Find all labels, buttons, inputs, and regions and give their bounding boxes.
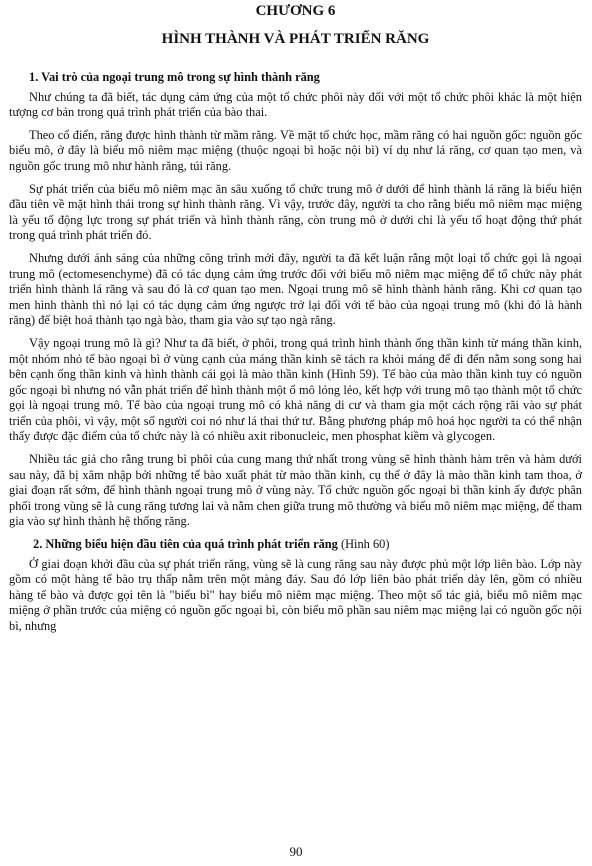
chapter-label: CHƯƠNG 6: [255, 3, 336, 19]
section-1-paragraph-1: Như chúng ta đã biết, tác dụng cảm ứng của một tổ chức phôi này đối với một tổ chức phôi khác là một hiện tượng cơ bản trong quá trình phát triển của bào thai.: [9, 89, 582, 120]
section-1-paragraph-6: Nhiều tác giả cho rằng trung bì phôi của cung mang thứ nhất trong vùng sẽ hình thành hàm trên và hàm dưới sau này, đã bị xâm nhập bởi những tế bào xuất phát từ mào thần kinh, cụ thể ở đây là mào thần kinh tam thoa, ở giai đoạn rất sớm, để hình thành ngoại trung mô ở vùng này. Tổ chức nguồn gốc ngoại bì thần kinh ấy được phân phối trong vùng sẽ là cung răng tương lai và nằm chen giữa trung mô thường và biểu mô niêm mạc miệng, để tham gia vào sự hình thành hệ thống răng.: [9, 452, 582, 529]
section-1-paragraph-5: Vậy ngoại trung mô là gì? Như ta đã biết, ở phôi, trong quá trình hình thành ống thần kinh từ máng thần kinh, một nhóm nhỏ tế bào ngoại bì ở vùng cạnh của máng thần kinh sẽ tách ra khỏi máng để đi đến nằm song song hai bên cạnh ống thần kinh và hình thành cái gọi là mào thần kinh (Hình 59). Tế bào của mào thần kinh tuy có nguồn gốc ngoại bì nhưng nó vẫn phát triển để hình thành một ổ mô lỏng lẻo, kết hợp với trung mô tạo thành một tổ chức gọi là ngoại trung mô. Tế bào của ngoại trung mô có khả năng di cư và tham gia một cách rộng rãi vào sự phát triển của phôi, vì vậy, một số người coi nó như lá thai thứ tư. Bằng phương pháp mô hoá học người ta có thể nhận thấy được đặc điểm của tổ chức này là có nhiều axit ribonucleic, men phosphat kiềm và glycogen.: [9, 335, 582, 444]
section-1-paragraph-2: Theo cổ điển, răng được hình thành từ mầm răng. Về mặt tổ chức học, mầm răng có hai nguồn gốc: nguồn gốc biểu mô, ở đây là biểu mô niêm mạc miệng (thuộc ngoại bì hoặc nội bì) ví dụ như lá răng, cơ quan tạo men, và nguồn gốc trung mô như hành răng, túi răng.: [9, 127, 582, 173]
page-number: 90: [289, 844, 303, 860]
section-1-heading: 1. Vai trò của ngoại trung mô trong sự hình thành răng: [29, 70, 320, 84]
chapter-title: HÌNH THÀNH VÀ PHÁT TRIỂN RĂNG: [161, 31, 430, 47]
section-1-paragraph-3: Sự phát triển của biểu mô niêm mạc ăn sâu xuống tổ chức trung mô ở dưới để hình thành lá răng là biểu hiện đầu tiên về mặt hình thái trong sự hình thành răng. Vì vậy, trước đây, người ta cho rằng biểu mô niêm mạc miệng là yếu tố động lực trong sự phát triển và hình thành răng, còn trung mô ở dưới chỉ là yếu tố hoạt động thứ phát trong quá trình phát triển đó.: [9, 181, 582, 243]
section-2-paragraph-1: Ở giai đoạn khởi đầu của sự phát triển răng, vùng sẽ là cung răng sau này được phủ một lớp liên bào. Lớp này gồm có một hàng tế bào trụ thấp nằm trên một màng đáy. Sau đó lớp liên bào phát triển dày lên, gồm có nhiều hàng tế bào và được gọi tên là "biểu bì" hay biểu mô niêm mạc miệng. Theo một số tác giả, biểu mô niêm mạc miệng ở phần trước của miệng có nguồn gốc ngoại bì, còn biểu mô phần sau niêm mạc miệng lại có nguồn gốc nội bì, nhưng: [9, 556, 582, 633]
section-2-heading-text: 2. Những biểu hiện đầu tiên của quá trình phát triển răng: [33, 537, 338, 552]
section-2-figure-ref: (Hình 60): [337, 537, 390, 552]
section-1-paragraph-4: Nhưng dưới ánh sáng của những công trình mới đây, người ta đã kết luận rằng một loại tổ chức gọi là ngoại trung mô (ectomesenchyme) đã có tác dụng cảm ứng trước đối với biểu mô niêm mạc miệng để tổ chức này phát triển hình thành lá răng và sau đó là cơ quan tạo men. Ngoại trung mô sẽ hình thành hành răng. Khi cơ quan tạo men hình thành thì nó lại có tác dụng cảm ứng ngược trở lại đối với tế bào của ngoại trung mô (khi đó là hành răng) để biệt hoá thành tạo ngà bào, tham gia vào sự tạo ngà răng.: [9, 250, 582, 328]
section-2-heading: [9, 537, 582, 553]
